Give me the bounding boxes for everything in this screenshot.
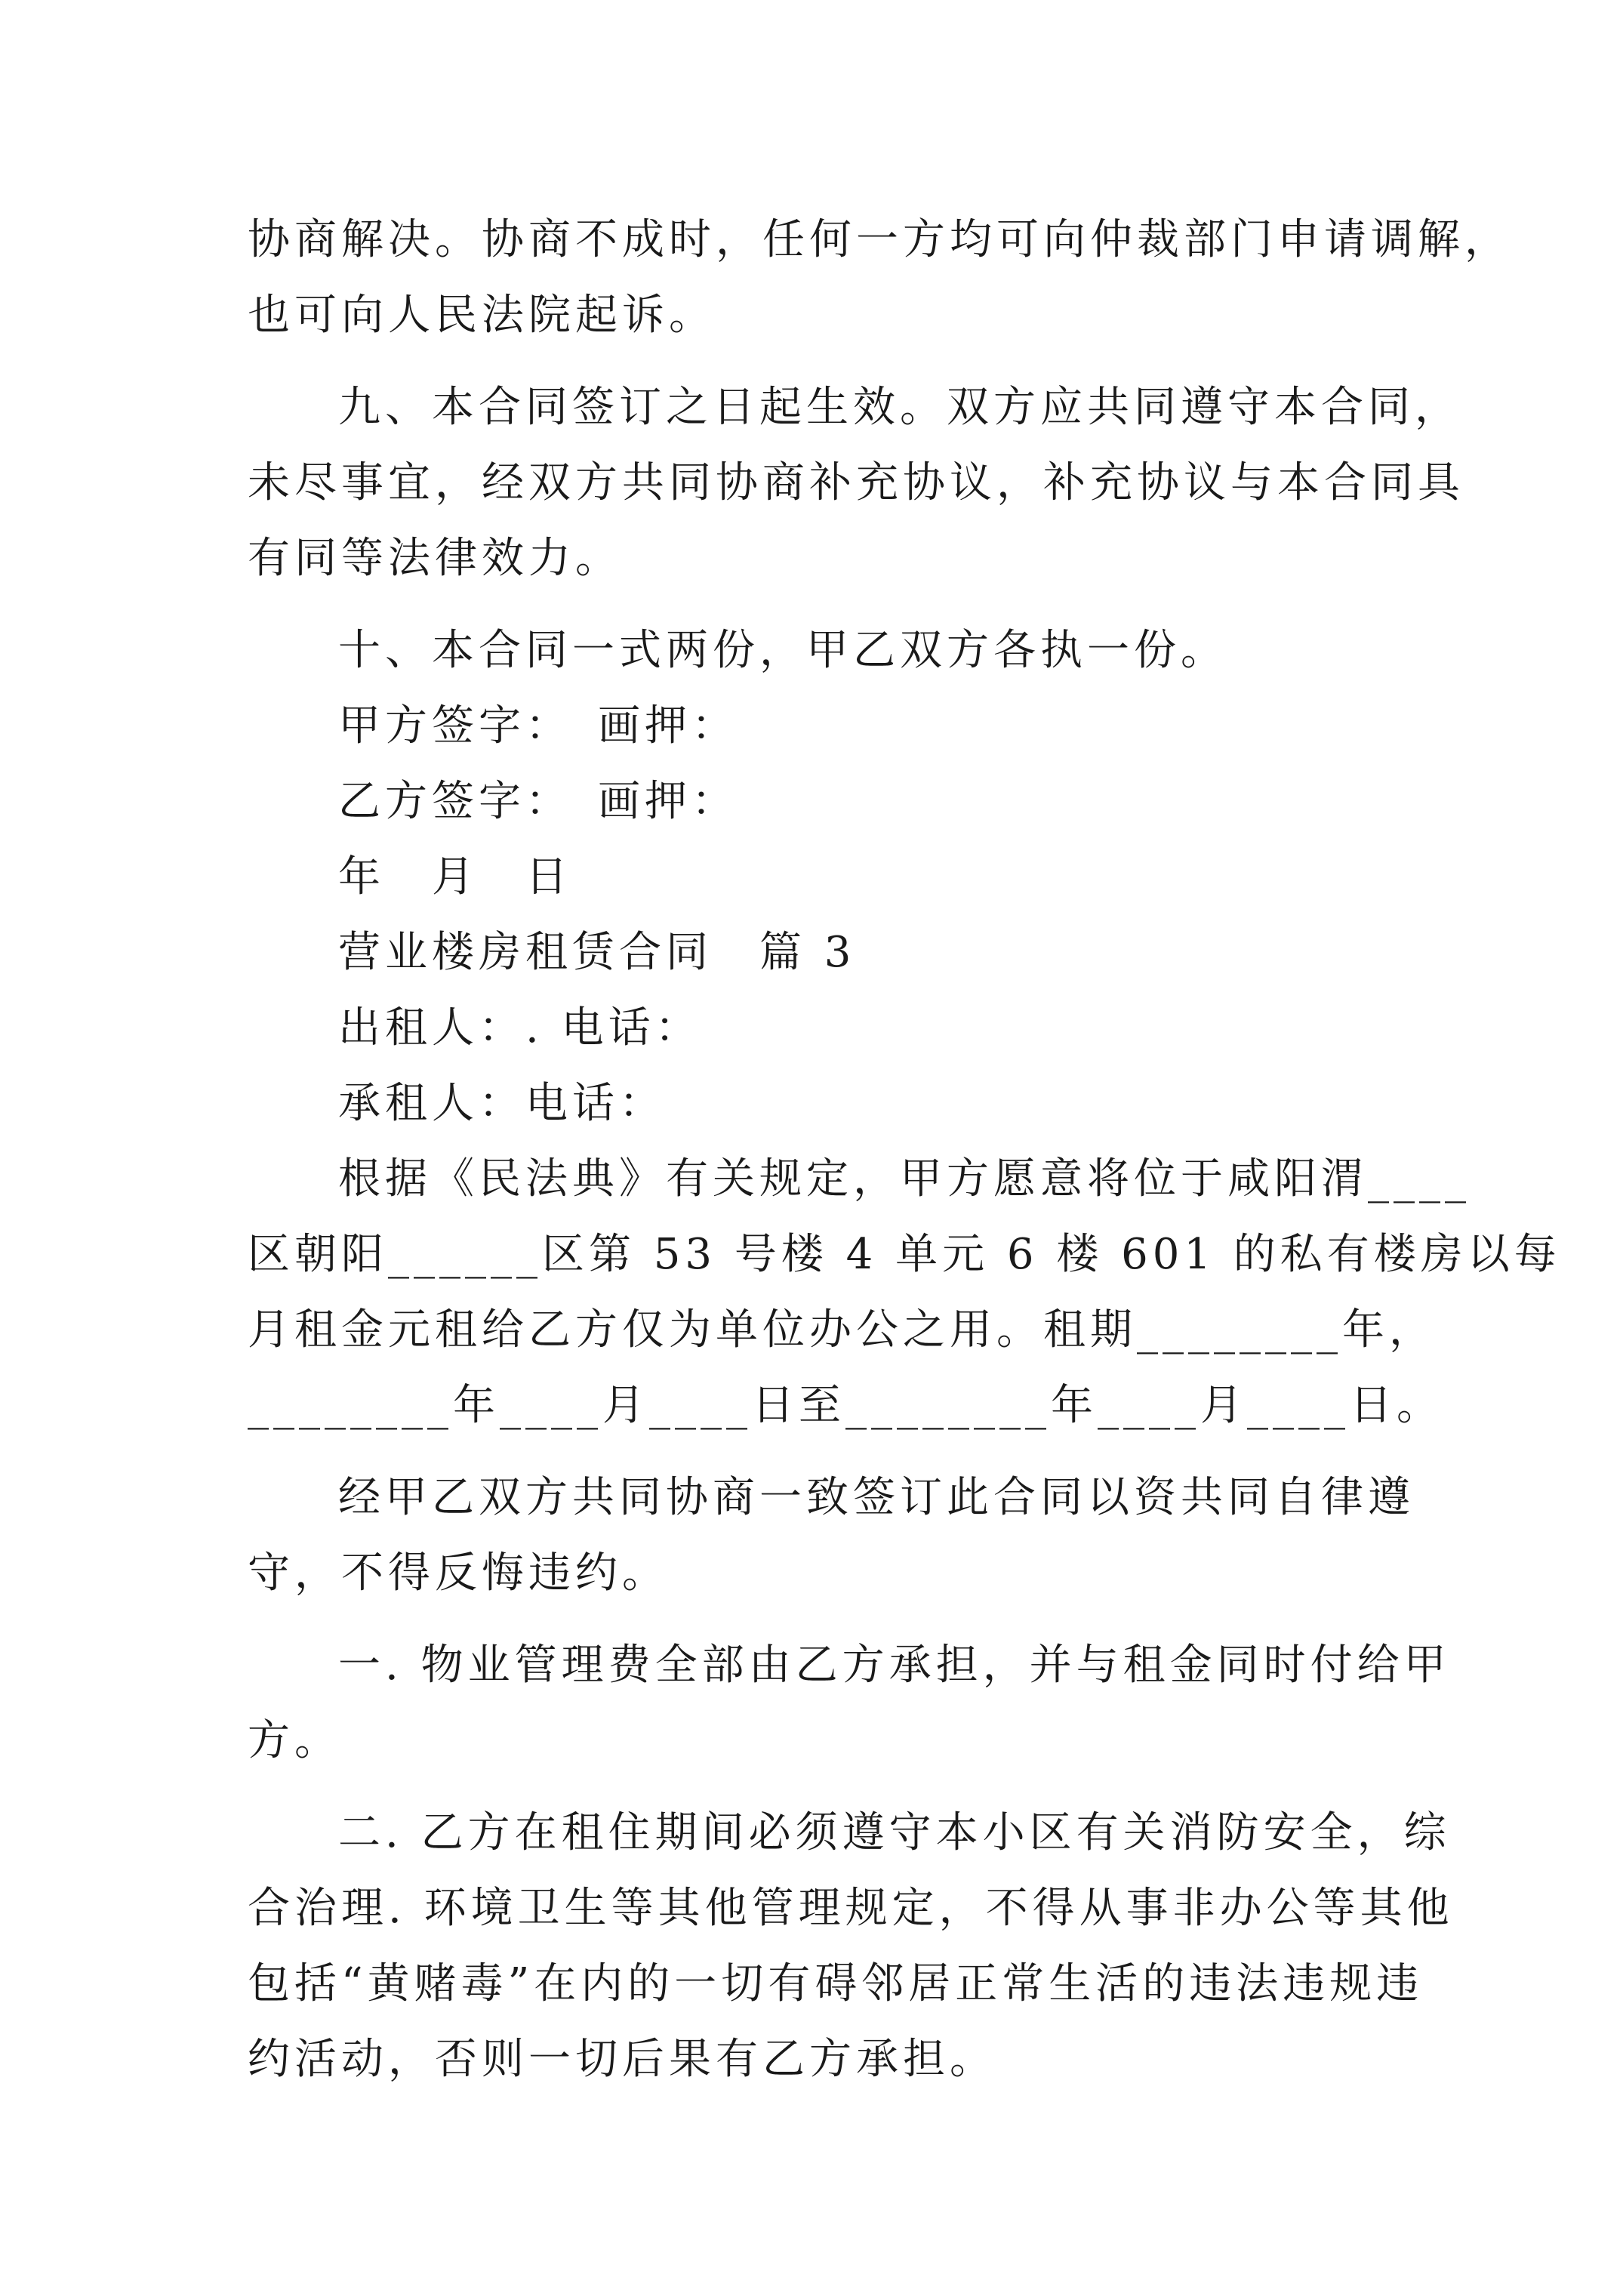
text-line: 有同等法律效力。: [248, 534, 622, 583]
document-body: [248, 202, 1561, 2097]
text-line: 也可向人民法院起诉。: [248, 291, 716, 340]
section-title: 营业楼房租赁合同 篇 3: [338, 928, 856, 977]
lessee-line: 承租人：电话：: [338, 1079, 666, 1128]
clause-two-line: 二. 乙方在租住期间必须遵守本小区有关消防安全，综: [338, 1808, 1451, 1857]
party-a-signature-line: 甲方签字： 画押：: [338, 701, 738, 750]
text-line: 方。: [248, 1716, 341, 1765]
clause-ten-line: 十、本合同一式两份，甲乙双方各执一份。: [338, 626, 1227, 675]
text-line: 包括“黄赌毒”在内的一切有碍邻居正常生活的违法违规违: [248, 1959, 1424, 2008]
text-line: 未尽事宜，经双方共同协商补充协议，补充协议与本合同具: [248, 458, 1464, 507]
text-line: 协商解决。协商不成时，任何一方均可向仲裁部门申请调解，: [248, 215, 1511, 264]
text-line: 合治理. 环境卫生等其他管理规定，不得从事非办公等其他: [248, 1884, 1454, 1933]
date-line: 年 月 日: [338, 852, 572, 901]
text-line: 月租金元租给乙方仅为单位办公之用。租期________年，: [248, 1305, 1436, 1354]
text-line: 约活动，否则一切后果有乙方承担。: [248, 2035, 996, 2084]
text-line: 经甲乙双方共同协商一致签订此合同以资共同自律遵: [338, 1473, 1415, 1522]
lease-term-line: ________年____月____日至________年____月____日。: [248, 1381, 1443, 1430]
text-line: 区朝阳______区第 53 号楼 4 单元 6 楼 601 的私有楼房以每: [248, 1230, 1561, 1279]
clause-nine-line: 九、本合同签订之日起生效。双方应共同遵守本合同，: [338, 383, 1461, 432]
lessor-line: 出租人：. 电话：: [338, 1003, 702, 1052]
text-line: 守，不得反悔违约。: [248, 1549, 669, 1598]
party-b-signature-line: 乙方签字： 画押：: [338, 777, 738, 826]
text-line: 根据《民法典》有关规定，甲方愿意将位于咸阳渭____: [338, 1154, 1471, 1203]
clause-one-line: 一. 物业管理费全部由乙方承担，并与租金同时付给甲: [338, 1641, 1451, 1690]
